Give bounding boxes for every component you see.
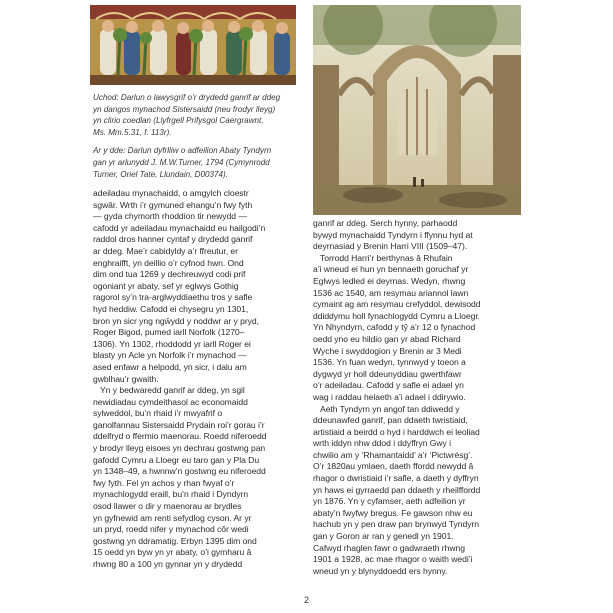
body-text-line: hyd heddiw. Cafodd ei chysegru yn 1301,	[93, 303, 249, 314]
body-text-line: cymaint ag am resymau crefyddol, dewisodd	[313, 299, 481, 310]
body-text-line: yn haws ei gyrraedd pan ddaeth y rheilffordd	[313, 484, 481, 495]
body-text-line: ddiddymu holl fynachlogydd Cymru a Lloegr.	[313, 310, 481, 321]
body-text-line: rhagor o dwristiaid i’r safle, a daeth y dyffryn	[313, 473, 479, 484]
body-text-line: sgwâr. Wrth i’r gymuned ehangu’n fwy fyth	[93, 199, 253, 210]
body-text-line: cafodd yr adeiladau mynachaidd eu hailgodi’n	[93, 222, 266, 233]
body-text-line: Yn y bedwaredd ganrif ar ddeg, yn sgil	[93, 385, 245, 396]
body-text-line: Wyche i swyddogion y Brenin ar 3 Medi	[313, 345, 462, 356]
body-text-line: mynachlogydd eraill, bu’n rhaid i Dyndyrn	[93, 489, 249, 500]
body-text-line: blasty yn Acle yn Norfolk i’r mynachod —	[93, 350, 247, 361]
body-text-line: enghraifft, yn deillio o’r cyfnod hwn. Ond	[93, 257, 244, 268]
body-text-line: Roger Bigod, pumed iarll Norfolk (1270–	[93, 327, 245, 338]
body-text-line: gafodd Cymru a Lloegr eu taro gan y Pla Du	[93, 454, 260, 465]
body-text-line: bywyd mynachaidd Tyndyrn i ffynnu hyd at	[313, 229, 473, 240]
top-caption	[93, 92, 303, 138]
body-text-line: rhwng 80 a 100 yn gynnar yn y drydedd	[93, 559, 243, 569]
caption-line: yn dangos mynachod Sistersaidd (neu frodyr lleyg)	[93, 104, 276, 114]
body-text-line: ganrif ar ddeg. Serch hynny, parhaodd	[313, 218, 458, 228]
body-text-line: 1901 a 1928, ac mae rhagor o waith wedi’i	[313, 554, 473, 565]
body-text-line: gwblhau’r gwaith.	[93, 373, 159, 384]
body-text-line: fwy fyth. Fel yn achos y rhan fwyaf o’r	[93, 477, 235, 488]
body-text-line: ragorol sy’n tra-arglwyddiaethu tros y safle	[93, 292, 253, 303]
caption-line: yn clirio coedlan (Llyfrgell Prifysgol Caergrawnt,	[93, 116, 264, 126]
body-text-line: Torrodd Harri’r berthynas â Rhufain	[313, 252, 453, 263]
body-text-line: osod llawer o dir y maenorau ar brydles	[93, 501, 242, 512]
body-text-line: raddol dros hanner cyntaf y drydedd ganrif	[93, 234, 253, 245]
body-text-line: dim ond tua 1269 y dechreuwyd codi prif	[93, 269, 246, 280]
body-text-line: yn 1348–49, a hwnnw’n gostwng eu niferoedd	[93, 466, 266, 477]
body-text-line: oedd yno eu hildio gan yr abad Richard	[313, 333, 461, 344]
body-text-line: bron yn sicr yng ngŵydd y noddwr ar y pryd,	[93, 315, 259, 326]
body-text-line: newidiadau cymdeithasol ac economaidd	[93, 396, 248, 407]
body-text-line: ddeunawfed ganrif, pan ddaeth twristiaid,	[313, 415, 468, 426]
body-text-line: ased enfawr a helpodd, yn sicr, i dalu am	[93, 361, 247, 372]
body-text-line: chwilio am y ‘Rhamantaidd’ a’r ‘Pictwrésg’.	[313, 449, 473, 460]
body-text-line: gostwng yn ddramatig. Erbyn 1395 dim ond	[93, 535, 257, 546]
body-text-line: yn 1876. Yn y cyfamser, aeth adfeilion yr	[313, 496, 466, 507]
turner-painting	[313, 5, 521, 215]
body-text-line: sylweddol, bu’n rhaid i’r mwyafrif o	[93, 408, 223, 419]
body-text-line: un pryd, roedd nifer y mynachod côr wedi	[93, 524, 249, 535]
caption-line: Ms. Mm.5.31, f. 113r).	[93, 127, 172, 137]
captions	[93, 92, 303, 187]
caption-line: Turner, Oriel Tate, Llundain, D00374).	[93, 169, 228, 179]
body-text-line: 1536. Yn fuan wedyn, tynnwyd y toeon a	[313, 357, 466, 368]
body-text-line: ogoniant yr abaty, sef yr eglwys Gothig	[93, 280, 239, 291]
body-text-line: — gyda chymorth rhoddion tir newydd —	[93, 211, 247, 222]
body-text-line: 1306). Yn 1302, rhoddodd yr iarll Roger ei	[93, 338, 251, 349]
body-text-line: deyrnasiad y Brenin Harri VIII (1509–47).	[313, 241, 468, 252]
manuscript-illustration	[90, 5, 296, 85]
body-text-line: Aeth Tyndyrn yn angof tan ddiwedd y	[313, 403, 460, 414]
body-text-line: wag i raddau helaeth a’i adael i ddirywio.	[313, 391, 466, 402]
body-text-line: ar ddeg. Mae’r cabidyldy a’r ffreutur, er	[93, 245, 238, 256]
caption-line: gan yr arlunydd J. M.W.Turner, 1794 (Cymynrodd	[93, 157, 270, 167]
body-text-line: o’r adeiladau. Cafodd y safle ei adael yn	[313, 380, 464, 391]
body-text-line: hachub yn y pen draw pan brynwyd Tyndyrn	[313, 519, 479, 530]
body-text-line: gan y Goron ar ran y genedl yn 1901.	[313, 531, 454, 542]
body-column-left	[93, 188, 301, 571]
body-text-line: ganolfannau Sistersaidd Prydain roi’r gorau i’r	[93, 419, 265, 430]
body-text-line: O’r 1820au ymlaen, daeth ffordd newydd â	[313, 461, 474, 472]
body-text-line: adeiladau mynachaidd, o amgylch cloestr	[93, 188, 249, 198]
body-text-line: ddelfryd o ffermio maenorau. Roedd niferoedd	[93, 431, 267, 442]
caption-line: Ar y dde: Darlun dyfrlliw o adfeilion Abaty Tyndyrn	[93, 146, 272, 156]
body-text-line: dygwyd yr holl ddeunyddiau gwerthfawr	[313, 368, 462, 379]
body-text-line: Cafwyd rhaglen fawr o gadwraeth rhwng	[313, 542, 465, 553]
manuscript-artwork	[90, 5, 296, 85]
body-text-line: y brodyr lleyg eisoes yn dechrau gostwng pan	[93, 443, 266, 454]
body-text-line: abaty’n fwyfwy bregus. Fe gawson nhw eu	[313, 507, 473, 518]
side-caption	[93, 145, 303, 180]
page-number: 2	[303, 595, 309, 605]
body-text-line: Eglwys ledled ei deyrnas. Wedyn, rhwng	[313, 275, 466, 286]
body-text-line: artistiaid a beirdd o hyd i harddwch ei leoliad	[313, 426, 480, 437]
body-column-right	[313, 218, 523, 577]
body-text-line: yn gyfnewid am renti sefydlog cyson. Ar yr	[93, 512, 252, 523]
body-text-line: a’i wneud ei hun yn bennaeth goruchaf yr	[313, 264, 469, 275]
body-text-line: wneud yn y blynyddoedd ers hynny.	[313, 565, 448, 576]
body-text-line: 1536 ac 1540, am resymau ariannol lawn	[313, 287, 469, 298]
body-text-line: 15 oedd yn byw yn yr abaty, o’i gymharu â	[93, 547, 252, 558]
body-text-line: Yn Nhyndyrn, cafodd y tŷ a’r 12 o fynachod	[313, 322, 476, 333]
caption-line: Uchod: Darlun o lawysgrif o’r drydedd ganrif ar ddeg	[93, 93, 281, 102]
abbey-ruins-artwork	[313, 5, 521, 215]
body-text-line: wrth iddyn nhw ddod i ddyffryn Gwy i	[313, 438, 451, 449]
